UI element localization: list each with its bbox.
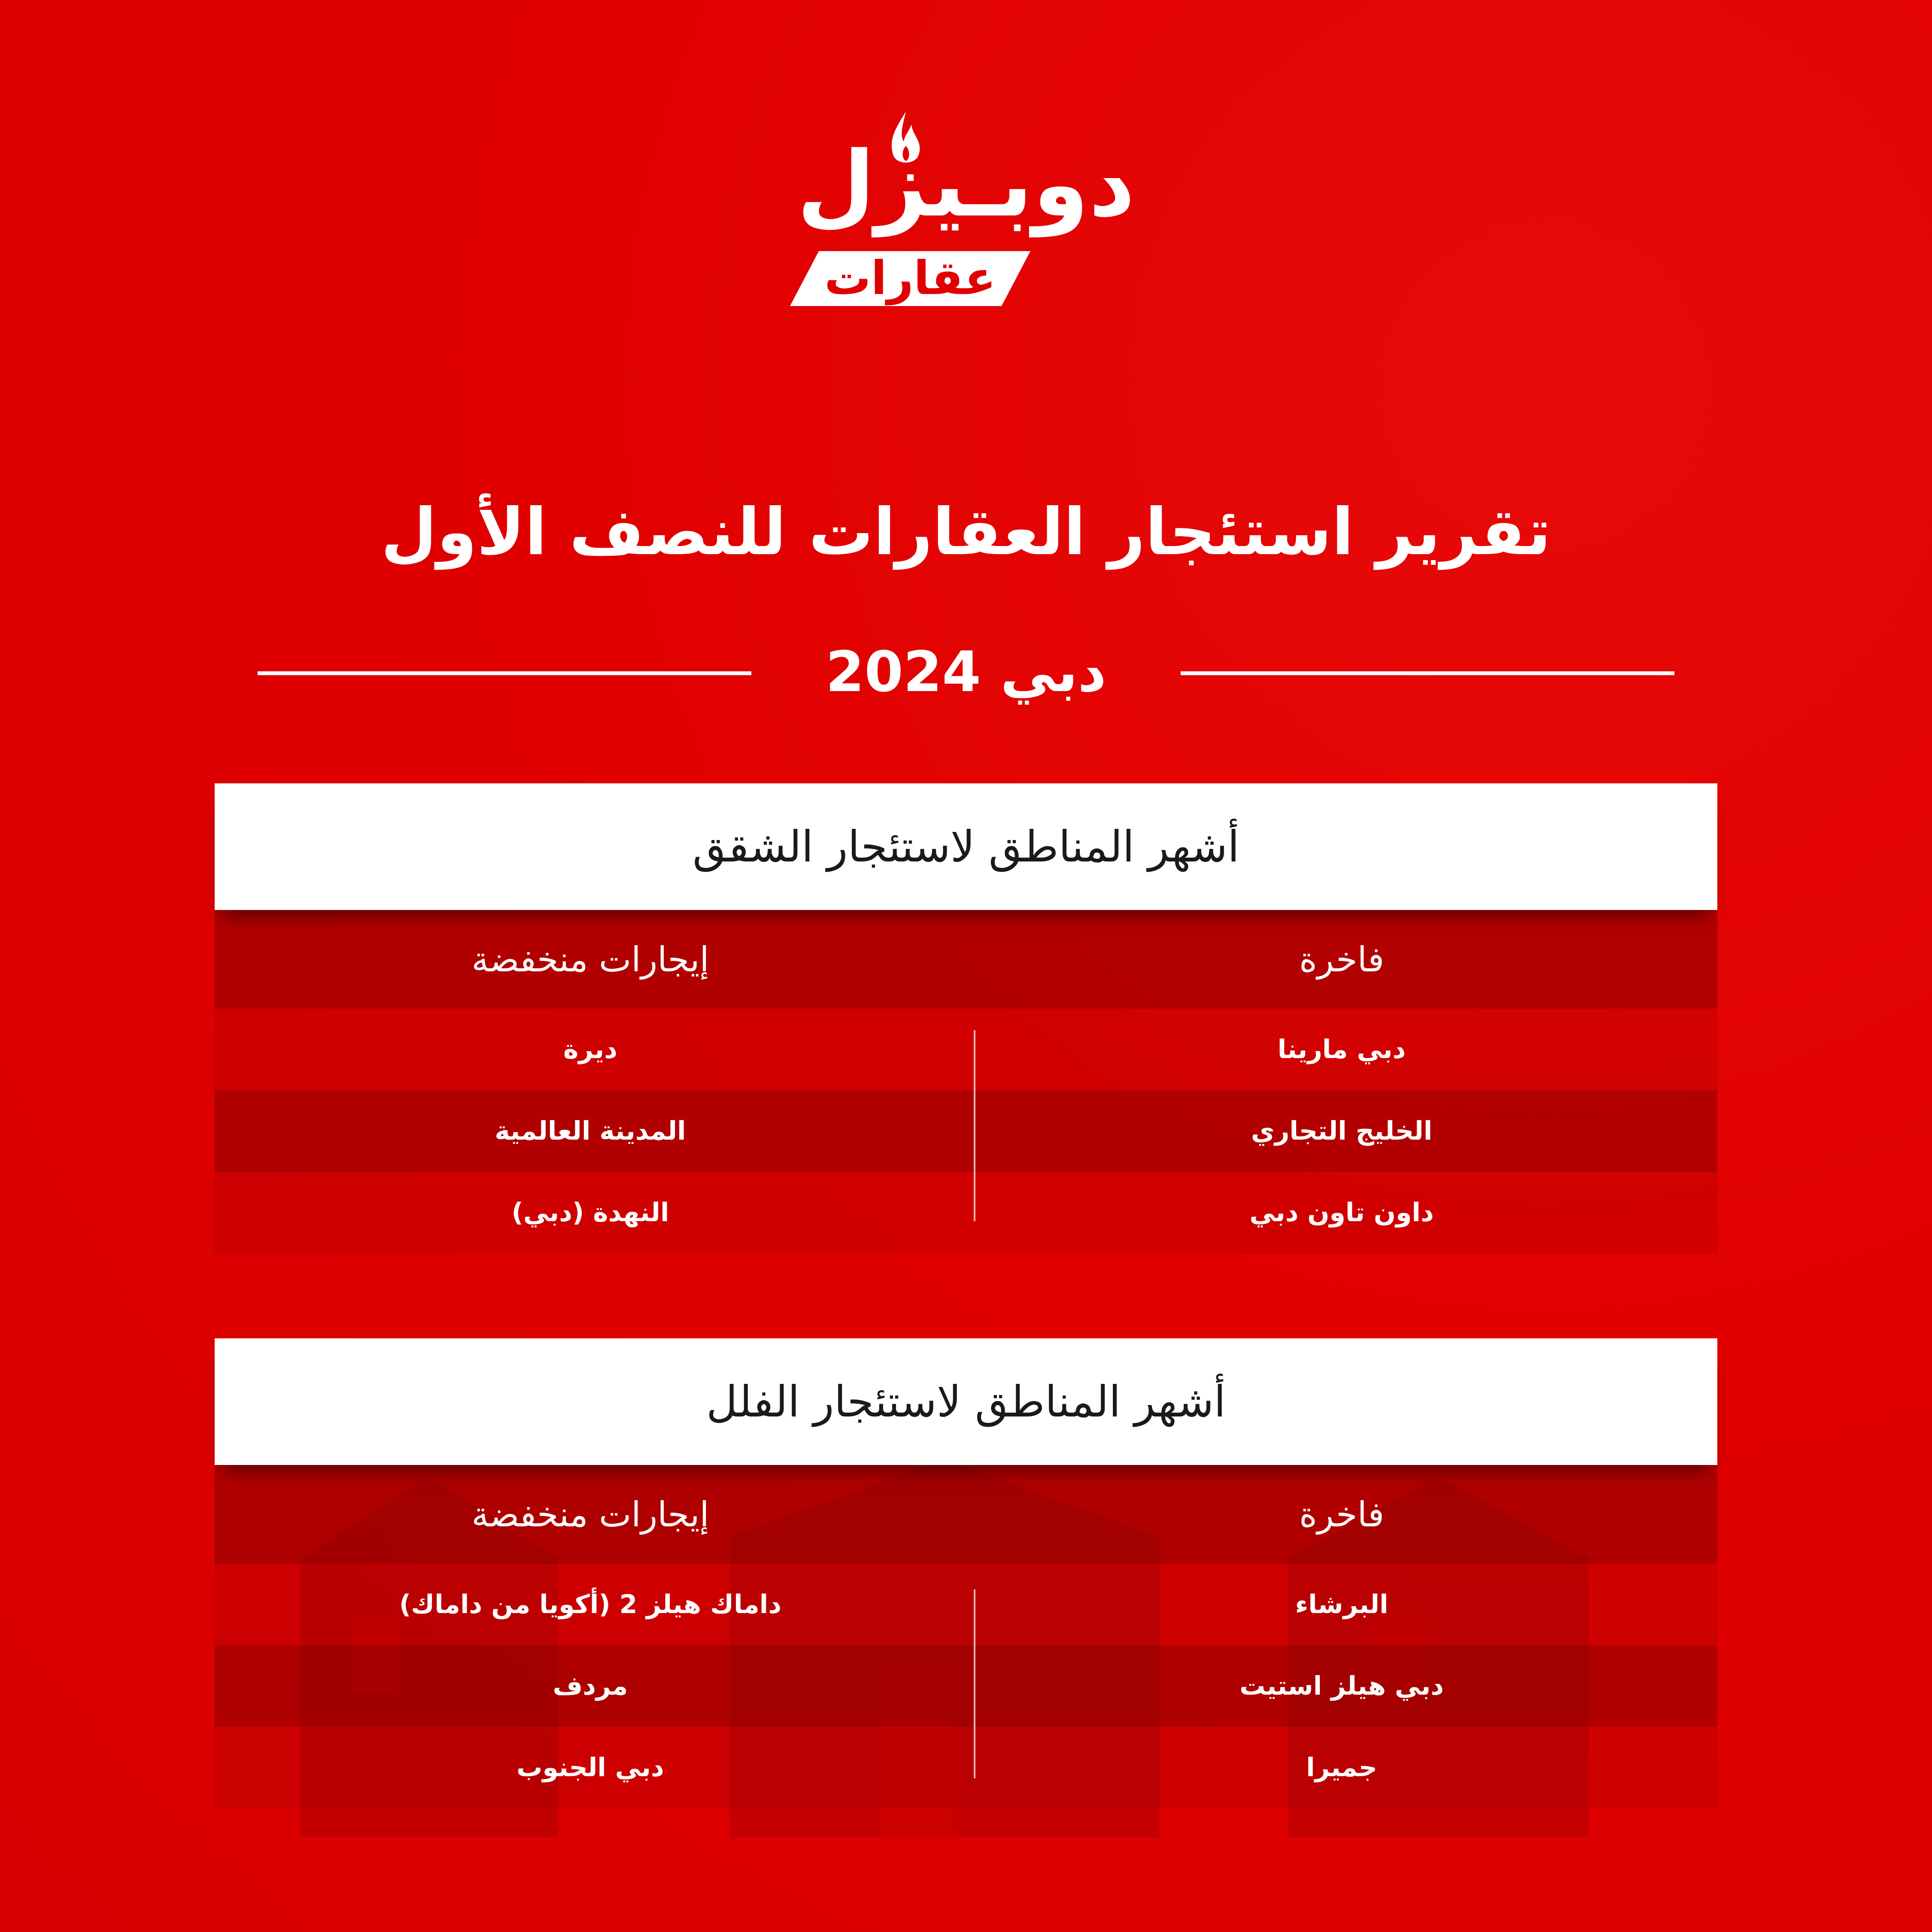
luxury-area: البرشاء xyxy=(1295,1589,1388,1620)
affordable-area: ديرة xyxy=(563,1034,618,1065)
column-header-luxury: فاخرة xyxy=(1299,939,1385,980)
affordable-area: مردف xyxy=(553,1671,628,1701)
section-header: أشهر المناطق لاستئجار الشقق xyxy=(215,783,1717,910)
table-row xyxy=(215,1172,1717,1253)
column-divider xyxy=(974,1589,975,1778)
table-row xyxy=(215,1090,1717,1172)
table-header-row xyxy=(215,1465,1717,1564)
page-subtitle: دبي 2024 xyxy=(825,639,1107,704)
table-row xyxy=(215,1645,1717,1727)
villas-section xyxy=(215,1338,1717,1808)
table-row xyxy=(215,1727,1717,1808)
villas-table xyxy=(215,1465,1717,1808)
luxury-area: جميرا xyxy=(1306,1753,1377,1783)
subtitle-divider-right xyxy=(1181,671,1674,675)
luxury-area: داون تاون دبي xyxy=(1249,1198,1434,1228)
table-row xyxy=(215,1564,1717,1645)
page-title: تقرير استئجار العقارات للنصف الأول xyxy=(381,495,1551,570)
logo-banner-text: عقارات xyxy=(824,252,996,305)
affordable-area: داماك هيلز 2 (أكويا من داماك) xyxy=(399,1589,782,1620)
section-header: أشهر المناطق لاستئجار الفلل xyxy=(215,1338,1717,1465)
luxury-area: دبي هيلز استيت xyxy=(1239,1671,1444,1701)
table-row xyxy=(215,1009,1717,1090)
apartments-section xyxy=(215,783,1717,1253)
column-header-affordable: إيجارات منخفضة xyxy=(471,939,709,980)
column-header-luxury: فاخرة xyxy=(1299,1494,1385,1535)
affordable-area: المدينة العالمية xyxy=(495,1116,686,1146)
dubizzle-logo xyxy=(790,109,1142,311)
logo-wordmark: دوبـيزل xyxy=(797,132,1135,237)
luxury-area: دبي مارينا xyxy=(1277,1034,1406,1065)
affordable-area: دبي الجنوب xyxy=(516,1753,664,1783)
luxury-area: الخليج التجاري xyxy=(1251,1116,1433,1146)
subtitle-row xyxy=(258,635,1674,708)
affordable-area: النهدة (دبي) xyxy=(511,1198,669,1228)
column-header-affordable: إيجارات منخفضة xyxy=(471,1494,709,1535)
column-divider xyxy=(974,1030,975,1221)
table-header-row xyxy=(215,910,1717,1009)
apartments-table xyxy=(215,910,1717,1253)
